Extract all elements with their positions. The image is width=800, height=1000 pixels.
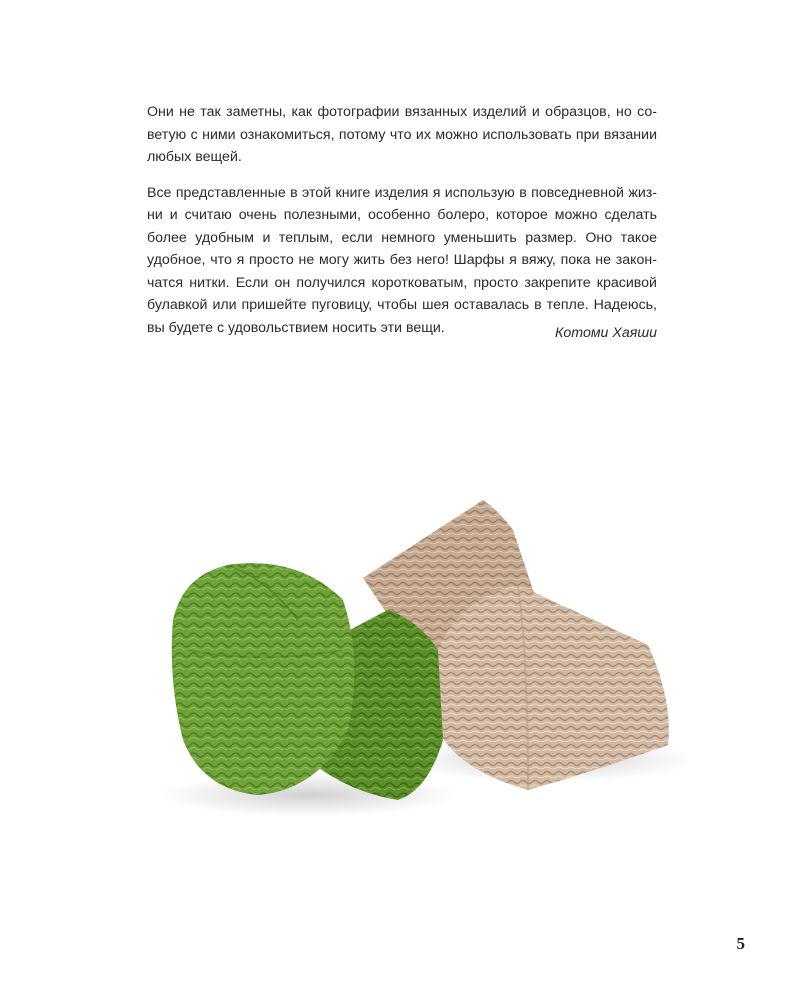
green-scarf-roll (172, 563, 355, 795)
text-line: чатся нитки. Если он получился коротковатым, просто закрепите красивой (147, 274, 657, 291)
text-line: вы будете с удовольствием носить эти вещи. (147, 319, 445, 336)
text-line: любых вещей. (147, 149, 242, 165)
text-line: более удобным и теплым, если немного уменьшить размер. Оно такое (147, 229, 657, 246)
text-line: Они не так заметны, как фотографии вязанных изделий и образцов, но со- (147, 104, 657, 120)
text-line: ветую с ними ознакомиться, потому что их можно использовать при вязании (147, 126, 657, 143)
text-line: удобное, что я просто не могу жить без него! Шарфы я вяжу, пока не закон- (147, 252, 657, 268)
paragraph-1 (147, 101, 657, 169)
text-line: Все представленные в этой книге изделия я использую в повседневной жиз- (147, 184, 657, 201)
page-number: 5 (736, 934, 745, 953)
text-line: ни и считаю очень полезными, особенно болеро, которое можно сделать (147, 207, 657, 223)
text-line: булавкой или пришейте пуговицу, чтобы шея оставалась в тепле. Надеюсь, (147, 297, 657, 313)
paragraph-2 (147, 182, 657, 340)
body-text (147, 101, 657, 352)
knitted-scarves-photo (148, 490, 688, 850)
author-signature: Котоми Хаяши (555, 325, 657, 341)
